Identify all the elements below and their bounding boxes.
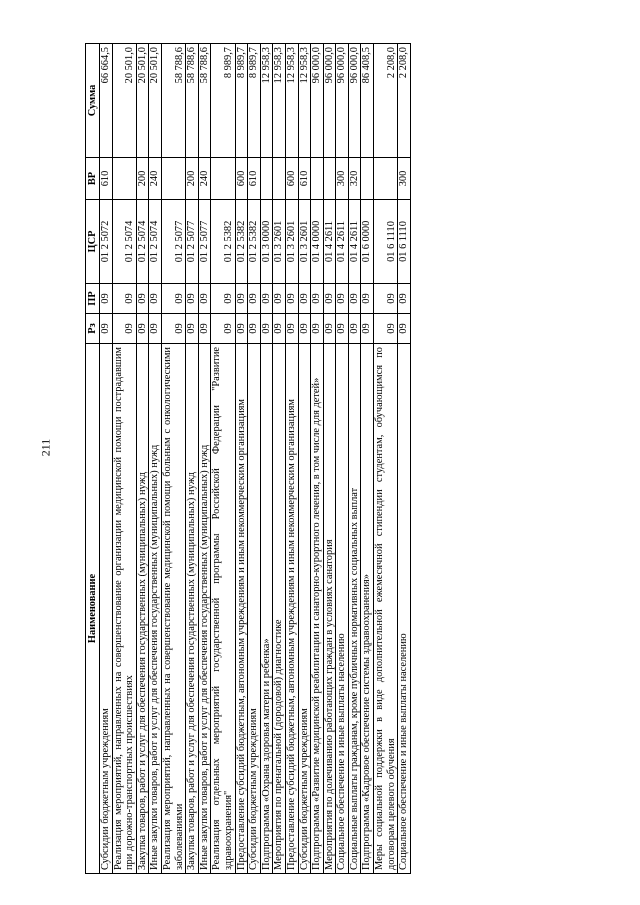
table-row xyxy=(198,44,211,874)
cell-sum: 12 958,3 xyxy=(285,44,298,158)
rotated-table-container xyxy=(85,44,553,874)
cell-sum: 96 000,0 xyxy=(348,44,361,158)
cell-rz: 09 xyxy=(100,314,113,344)
cell-vr: 610 xyxy=(248,158,261,200)
cell-pr: 09 xyxy=(398,284,411,314)
cell-sum: 2 208,0 xyxy=(374,44,398,158)
cell-vr: 200 xyxy=(136,158,149,200)
cell-pr: 09 xyxy=(186,284,199,314)
cell-vr xyxy=(161,158,185,200)
cell-rz: 09 xyxy=(211,314,235,344)
cell-rz: 09 xyxy=(235,314,248,344)
table-row xyxy=(149,44,162,874)
cell-rz: 09 xyxy=(298,314,311,344)
cell-csr: 01 6 0000 xyxy=(361,200,374,284)
table-row xyxy=(211,44,235,874)
table-row xyxy=(311,44,324,874)
cell-pr: 09 xyxy=(298,284,311,314)
cell-rz: 09 xyxy=(161,314,185,344)
cell-name: Реализация мероприятий, направленных на совершенствование медицинской помощи больным с онкологическими заболеваниями xyxy=(161,344,185,874)
table-row xyxy=(398,44,411,874)
cell-csr: 01 2 5382 xyxy=(235,200,248,284)
cell-name: Социальное обеспечение и иные выплаты населению xyxy=(336,344,349,874)
cell-name: Подпрограмма «Развитие медицинской реабилитации и санаторно-курортного лечения, в том числе для детей» xyxy=(311,344,324,874)
cell-rz: 09 xyxy=(374,314,398,344)
cell-name: Закупка товаров, работ и услуг для обеспечения государственных (муниципальных) нужд xyxy=(186,344,199,874)
cell-vr: 610 xyxy=(100,158,113,200)
cell-csr: 01 3 2601 xyxy=(298,200,311,284)
cell-csr: 01 2 5072 xyxy=(100,200,113,284)
cell-name: Мероприятия по пренатальной (дородовой) диагностике xyxy=(273,344,286,874)
cell-pr: 09 xyxy=(361,284,374,314)
cell-vr xyxy=(211,158,235,200)
cell-csr: 01 3 2601 xyxy=(273,200,286,284)
table-row xyxy=(285,44,298,874)
cell-pr: 09 xyxy=(198,284,211,314)
cell-vr: 610 xyxy=(298,158,311,200)
table-row xyxy=(348,44,361,874)
cell-sum: 8 989,7 xyxy=(211,44,235,158)
cell-pr: 09 xyxy=(323,284,336,314)
cell-pr: 09 xyxy=(211,284,235,314)
cell-name: Меры социальной поддержки в виде дополнительной ежемесячной стипендии студентам, обучающимся по договорам целевого обучения xyxy=(374,344,398,874)
cell-pr: 09 xyxy=(273,284,286,314)
cell-rz: 09 xyxy=(198,314,211,344)
table-row xyxy=(161,44,185,874)
cell-sum: 8 989,7 xyxy=(248,44,261,158)
cell-name: Реализация отдельных мероприятий государственной программы Российской Федерации "Развитие здравоохранения" xyxy=(211,344,235,874)
header-pr: ПР xyxy=(86,284,100,314)
cell-name: Предоставление субсидий бюджетным, автономным учреждениям и иным некоммерческим организациям xyxy=(285,344,298,874)
cell-name: Мероприятия по долечиванию работающих граждан в условиях санатория xyxy=(323,344,336,874)
cell-name: Иные закупки товаров, работ и услуг для обеспечения государственных (муниципальных) нужд xyxy=(149,344,162,874)
cell-rz: 09 xyxy=(323,314,336,344)
table-row xyxy=(374,44,398,874)
cell-rz: 09 xyxy=(311,314,324,344)
table-row xyxy=(361,44,374,874)
table-row xyxy=(336,44,349,874)
cell-csr: 01 2 5382 xyxy=(248,200,261,284)
cell-name: Подпрограмма «Охрана здоровья матери и ребенка» xyxy=(260,344,273,874)
cell-csr: 01 6 1110 xyxy=(398,200,411,284)
cell-sum: 20 501,0 xyxy=(136,44,149,158)
table-row xyxy=(273,44,286,874)
cell-name: Субсидии бюджетным учреждениям xyxy=(298,344,311,874)
cell-vr xyxy=(112,158,136,200)
cell-sum: 2 208,0 xyxy=(398,44,411,158)
cell-vr: 240 xyxy=(198,158,211,200)
cell-rz: 09 xyxy=(285,314,298,344)
cell-rz: 09 xyxy=(336,314,349,344)
cell-pr: 09 xyxy=(136,284,149,314)
cell-vr xyxy=(374,158,398,200)
cell-sum: 20 501,0 xyxy=(112,44,136,158)
table-row xyxy=(323,44,336,874)
cell-sum: 20 501,0 xyxy=(149,44,162,158)
table-row xyxy=(100,44,113,874)
cell-pr: 09 xyxy=(149,284,162,314)
cell-vr xyxy=(273,158,286,200)
cell-rz: 09 xyxy=(112,314,136,344)
cell-csr: 01 4 0000 xyxy=(311,200,324,284)
table-row xyxy=(186,44,199,874)
cell-vr: 600 xyxy=(235,158,248,200)
cell-pr: 09 xyxy=(112,284,136,314)
header-csr: ЦСР xyxy=(86,200,100,284)
cell-pr: 09 xyxy=(248,284,261,314)
cell-pr: 09 xyxy=(311,284,324,314)
cell-sum: 66 664,5 xyxy=(100,44,113,158)
cell-sum: 86 408,5 xyxy=(361,44,374,158)
page-number: 211 xyxy=(38,438,53,457)
header-vr: ВР xyxy=(86,158,100,200)
cell-vr: 240 xyxy=(149,158,162,200)
table-row xyxy=(112,44,136,874)
cell-name: Социальное обеспечение и иные выплаты населению xyxy=(398,344,411,874)
cell-name: Предоставление субсидий бюджетным, автономным учреждениям и иным некоммерческим организациям xyxy=(235,344,248,874)
cell-rz: 09 xyxy=(273,314,286,344)
table-row xyxy=(235,44,248,874)
cell-sum: 58 788,6 xyxy=(186,44,199,158)
cell-vr xyxy=(361,158,374,200)
cell-csr: 01 2 5382 xyxy=(211,200,235,284)
cell-pr: 09 xyxy=(336,284,349,314)
cell-pr: 09 xyxy=(374,284,398,314)
cell-name: Иные закупки товаров, работ и услуг для обеспечения государственных (муниципальных) нужд xyxy=(198,344,211,874)
table-header-row xyxy=(86,44,100,874)
cell-csr: 01 2 5077 xyxy=(198,200,211,284)
cell-csr: 01 2 5077 xyxy=(186,200,199,284)
cell-rz: 09 xyxy=(260,314,273,344)
cell-csr: 01 3 2601 xyxy=(285,200,298,284)
header-sum: Сумма xyxy=(86,44,100,158)
cell-vr: 200 xyxy=(186,158,199,200)
cell-sum: 96 000,0 xyxy=(311,44,324,158)
cell-vr: 300 xyxy=(336,158,349,200)
budget-table xyxy=(85,43,411,874)
cell-csr: 01 2 5074 xyxy=(149,200,162,284)
header-rz: Рз xyxy=(86,314,100,344)
cell-csr: 01 4 2611 xyxy=(336,200,349,284)
cell-name: Субсидии бюджетным учреждениям xyxy=(100,344,113,874)
cell-rz: 09 xyxy=(398,314,411,344)
table-row xyxy=(136,44,149,874)
table-row xyxy=(260,44,273,874)
cell-vr xyxy=(311,158,324,200)
cell-sum: 8 989,7 xyxy=(235,44,248,158)
cell-vr xyxy=(323,158,336,200)
cell-rz: 09 xyxy=(348,314,361,344)
cell-name: Субсидии бюджетным учреждениям xyxy=(248,344,261,874)
cell-sum: 12 958,3 xyxy=(298,44,311,158)
cell-rz: 09 xyxy=(248,314,261,344)
cell-pr: 09 xyxy=(235,284,248,314)
cell-name: Закупка товаров, работ и услуг для обеспечения государственных (муниципальных) нужд xyxy=(136,344,149,874)
cell-pr: 09 xyxy=(285,284,298,314)
cell-csr: 01 4 2611 xyxy=(323,200,336,284)
cell-csr: 01 4 2611 xyxy=(348,200,361,284)
cell-pr: 09 xyxy=(348,284,361,314)
cell-rz: 09 xyxy=(136,314,149,344)
cell-sum: 58 788,6 xyxy=(161,44,185,158)
cell-vr: 300 xyxy=(398,158,411,200)
header-name: Наименование xyxy=(86,344,100,874)
cell-pr: 09 xyxy=(260,284,273,314)
cell-sum: 58 788,6 xyxy=(198,44,211,158)
cell-csr: 01 2 5077 xyxy=(161,200,185,284)
cell-rz: 09 xyxy=(186,314,199,344)
cell-csr: 01 2 5074 xyxy=(112,200,136,284)
cell-sum: 12 958,3 xyxy=(273,44,286,158)
table-row xyxy=(298,44,311,874)
cell-csr: 01 3 0000 xyxy=(260,200,273,284)
cell-sum: 96 000,0 xyxy=(336,44,349,158)
cell-name: Реализация мероприятий, направленных на совершенствование организации медицинской помощи пострадавшим при дорожно-транспортных происшествиях xyxy=(112,344,136,874)
cell-vr: 600 xyxy=(285,158,298,200)
cell-name: Социальные выплаты гражданам, кроме публичных нормативных социальных выплат xyxy=(348,344,361,874)
table-row xyxy=(248,44,261,874)
cell-vr: 320 xyxy=(348,158,361,200)
cell-pr: 09 xyxy=(100,284,113,314)
cell-csr: 01 6 1110 xyxy=(374,200,398,284)
cell-sum: 96 000,0 xyxy=(323,44,336,158)
cell-pr: 09 xyxy=(161,284,185,314)
cell-csr: 01 2 5074 xyxy=(136,200,149,284)
cell-name: Подпрограмма «Кадровое обеспечение системы здравоохранения» xyxy=(361,344,374,874)
cell-sum: 12 958,3 xyxy=(260,44,273,158)
cell-rz: 09 xyxy=(361,314,374,344)
cell-vr xyxy=(260,158,273,200)
cell-rz: 09 xyxy=(149,314,162,344)
